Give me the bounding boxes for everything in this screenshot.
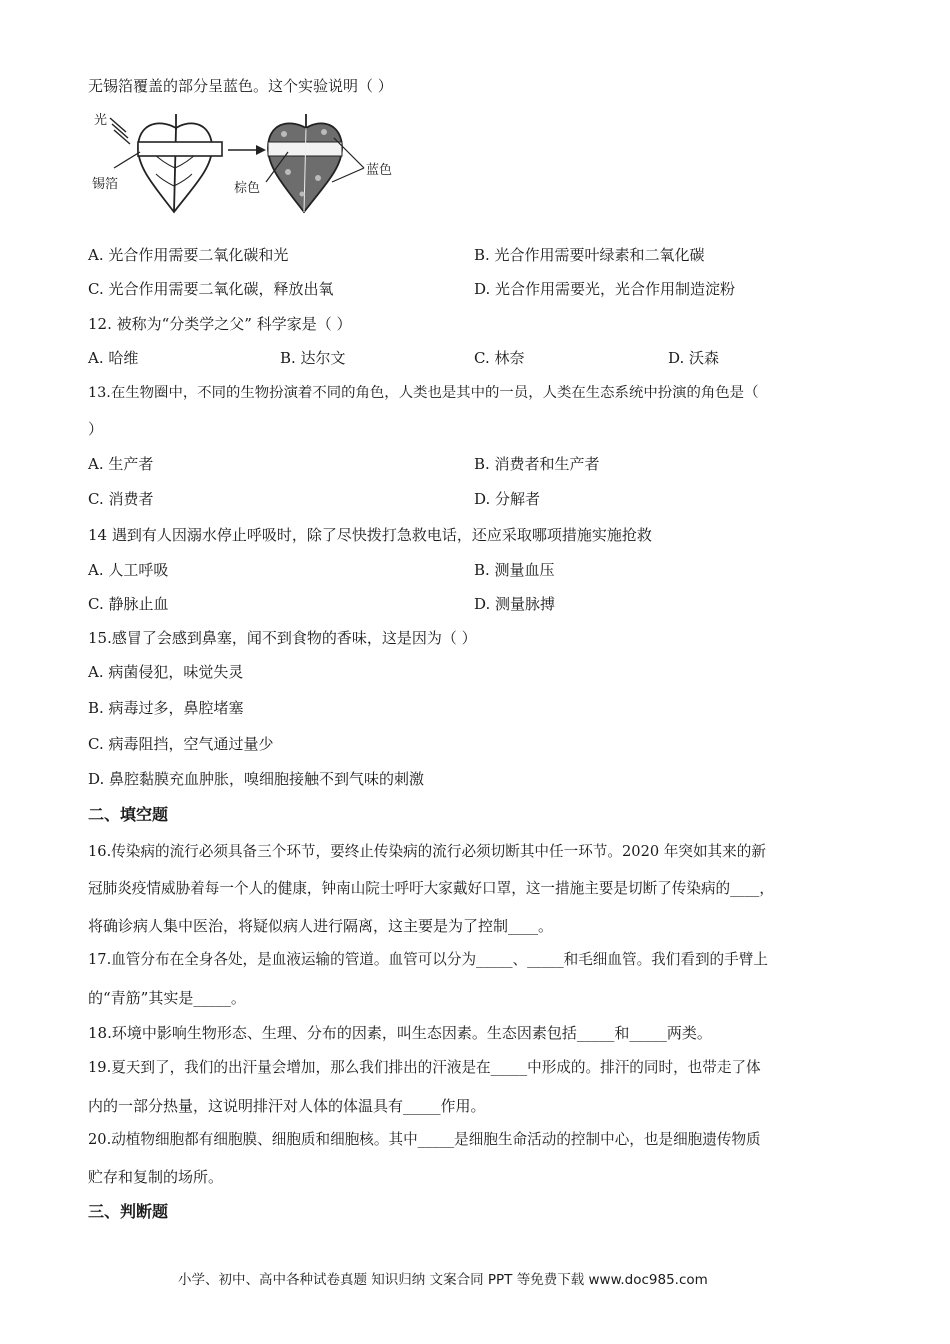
q11-option-a: A. 光合作用需要二氧化碳和光 (88, 246, 289, 264)
q11-option-b: B. 光合作用需要叶绿素和二氧化碳 (474, 246, 705, 264)
leaf-experiment-figure (88, 108, 408, 223)
q12-option-a: A. 哈维 (88, 349, 139, 367)
q13-stem-line1: 13.在生物圈中，不同的生物扮演着不同的角色，人类也是其中的一员，人类在生态系统中扮演的角色是（ (88, 385, 759, 401)
q15-option-a: A. 病菌侵犯，味觉失灵 (88, 663, 244, 681)
q11-stem-tail: 无锡箔覆盖的部分呈蓝色。这个实验说明（ ） (88, 77, 393, 95)
q12-stem: 12. 被称为“分类学之父” 科学家是（ ） (88, 315, 352, 333)
label-light: 光 (94, 113, 108, 128)
q14-option-c: C. 静脉止血 (88, 595, 169, 613)
label-brown: 棕色 (234, 181, 261, 196)
q15-option-d: D. 鼻腔黏膜充血肿胀，嗅细胞接触不到气味的刺激 (88, 770, 425, 788)
q16-line3: 将确诊病人集中医治，将疑似病人进行隔离，这主要是为了控制____。 (88, 917, 554, 935)
q13-option-d: D. 分解者 (474, 490, 541, 508)
q14-stem: 14 遇到有人因溺水停止呼吸时，除了尽快拨打急救电话，还应采取哪项措施实施抢救 (88, 526, 652, 544)
leaf-experiment-illustration (88, 108, 408, 223)
q19-line2: 内的一部分热量，这说明排汗对人体的体温具有_____作用。 (88, 1097, 486, 1115)
q17-line1: 17.血管分布在全身各处，是血液运输的管道。血管可以分为_____、_____和毛细血管。我们看到的手臂上 (88, 951, 768, 968)
q17-line2: 的“青筋”其实是_____。 (88, 989, 246, 1007)
q12-option-c: C. 林奈 (474, 349, 525, 367)
q11-option-c: C. 光合作用需要二氧化碳，释放出氧 (88, 280, 334, 298)
q14-option-a: A. 人工呼吸 (88, 561, 169, 579)
q15-option-b: B. 病毒过多，鼻腔堵塞 (88, 699, 244, 717)
label-foil: 锡箔 (92, 177, 119, 192)
section-judgment-title: 三、判断题 (88, 1202, 169, 1221)
q18-line1: 18.环境中影响生物形态、生理、分布的因素，叫生态因素。生态因素包括_____和_____两类。 (88, 1024, 712, 1042)
q12-option-b: B. 达尔文 (280, 349, 346, 367)
section-fill-in-title: 二、填空题 (88, 805, 169, 824)
q16-line2: 冠肺炎疫情威胁着每一个人的健康，钟南山院士呼吁大家戴好口罩，这一措施主要是切断了传染病的____， (88, 880, 774, 897)
q13-option-a: A. 生产者 (88, 455, 154, 473)
page-footer: 小学、初中、高中各种试卷真题 知识归纳 文案合同 PPT 等免费下载 www.doc985.com (178, 1272, 708, 1288)
q16-line1: 16.传染病的流行必须具备三个环节，要终止传染病的流行必须切断其中任一环节。2020 年突如其来的新 (88, 843, 766, 860)
label-blue: 蓝色 (366, 163, 393, 178)
q19-line1: 19.夏天到了，我们的出汗量会增加，那么我们排出的汗液是在_____中形成的。排汗的同时，也带走了体 (88, 1059, 761, 1076)
q12-option-d: D. 沃森 (668, 349, 720, 367)
q13-stem-line2: ） (88, 420, 104, 438)
q14-option-d: D. 测量脉搏 (474, 595, 556, 613)
q13-option-c: C. 消费者 (88, 490, 154, 508)
q20-line2: 贮存和复制的场所。 (88, 1168, 224, 1186)
q15-option-c: C. 病毒阻挡，空气通过量少 (88, 735, 274, 753)
q14-option-b: B. 测量血压 (474, 561, 555, 579)
q20-line1: 20.动植物细胞都有细胞膜、细胞质和细胞核。其中_____是细胞生命活动的控制中心，也是细胞遗传物质 (88, 1131, 761, 1148)
q15-stem: 15.感冒了会感到鼻塞，闻不到食物的香味，这是因为（ ） (88, 629, 477, 647)
q11-option-d: D. 光合作用需要光，光合作用制造淀粉 (474, 280, 736, 298)
q13-option-b: B. 消费者和生产者 (474, 455, 600, 473)
